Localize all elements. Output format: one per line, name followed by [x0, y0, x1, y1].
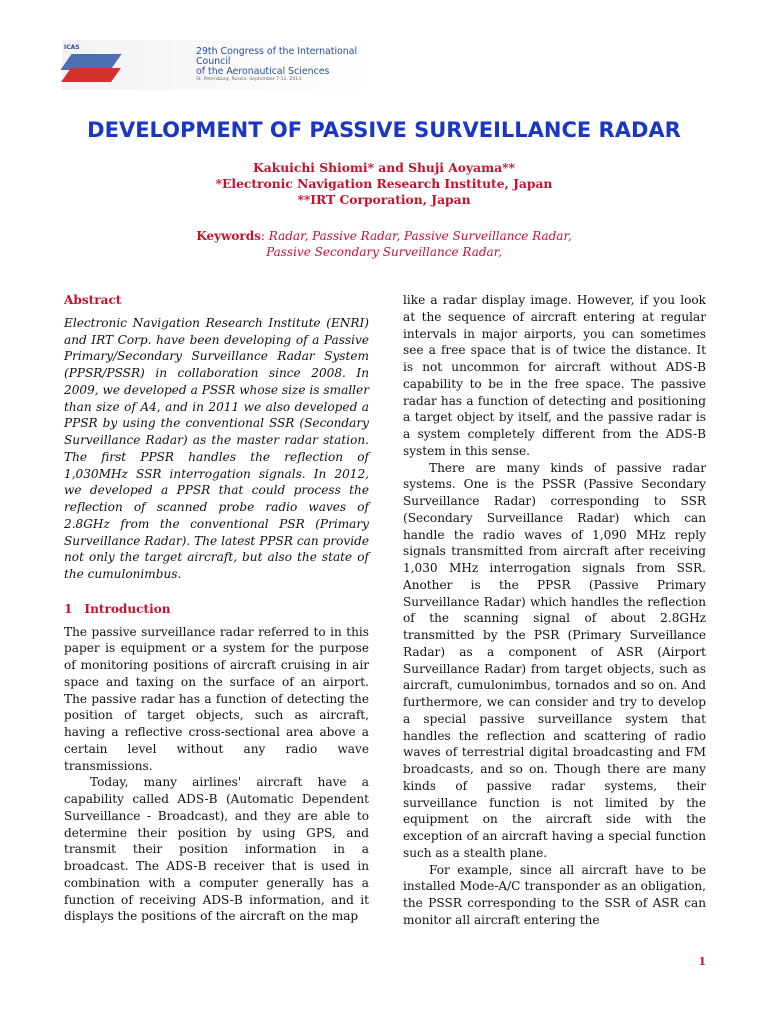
section-heading-introduction: [64, 601, 369, 618]
logo-line3: St. Petersburg, Russia; September 7-12, 2014: [196, 77, 302, 83]
abstract-text: Electronic Navigation Research Institute (ENRI) and IRT Corp. have been developing of a Passive Primary/Secondary Surveillance Radar System (PPSR/PSSR) in collaboration since 2008. In 2009, we developed a PSSR whose size is smaller than size of A4, and in 2011 we also developed a PPSR by using the conventional SSR (Secondary Surveillance Radar) as the master radar station. The first PPSR handles the reflection of 1,030MHz SSR interrogation signals. In 2012, we developed a PPSR that could process the reflection of scanned probe radio waves of 2.8GHz from the conventional PSR (Primary Surveillance Radar). The latest PPSR can provide not only the target aircraft, but also the state of the cumulonimbus.: [64, 315, 369, 581]
keywords-label: Keywords: [196, 229, 261, 243]
right-paragraph-1: like a radar display image. However, if you look at the sequence of aircraft entering at regular intervals in major airports, you can sometimes see a free space that is of twice the distance. It is not uncommon for aircraft without ADS-B capability to be in the free space. The passive radar has a function of detecting and positioning a target object by itself, and the passive radar is a system completely different from the ADS-B system in this sense.: [403, 293, 706, 458]
logo-line2: of the Aeronautical Sciences: [196, 65, 330, 77]
author-names: Kakuichi Shiomi* and Shuji Aoyama**: [253, 160, 515, 175]
abstract-heading: Abstract: [64, 293, 122, 307]
intro-paragraph-1: The passive surveillance radar referred to in this paper is equipment or a system for the purpose of monitoring positions of aircraft cruising in air space and taxing on the surface of an airport. The passive radar has a function of detecting the position of target objects, such as aircraft, having a reflective cross-sectional area above a certain level without any radio wave transmissions.: [64, 624, 369, 773]
authors-block: [0, 160, 768, 208]
intro-paragraph-2: Today, many airlines' aircraft have a capability called ADS-B (Automatic Dependent Surveillance - Broadcast), and they are able to determine their position by using GPS, and transmit their position information in a broadcast. The ADS-B receiver that is used in combination with a computer generally has a function of receiving ADS-B information, and it displays the positions of the aircraft on the map: [64, 775, 369, 924]
conference-logo: [62, 40, 372, 90]
logo-text: [196, 47, 372, 83]
right-column: [403, 292, 706, 929]
logo-line1: 29th Congress of the International Council: [196, 45, 358, 67]
logo-red-wing: [61, 68, 121, 82]
section-number: 1: [64, 601, 73, 616]
right-paragraph-2: There are many kinds of passive radar systems. One is the PSSR (Passive Secondary Surveillance Radar) corresponding to SSR (Secondary Surveillance Radar) which can handle the radio waves of 1,090 MHz reply signals transmitted from aircraft after receiving 1,030 MHz interrogation signals from SSR. Another is the PPSR (Passive Primary Surveillance Radar) which handles the reflection of the scanning signal of about 2.8GHz transmitted by the PSR (Primary Surveillance Radar) as a component of ASR (Airport Surveillance Radar) from target objects, such as aircraft, cumulonimbus, tornados and so on. And furthermore, we can consider and try to develop a special passive surveillance system that handles the reflection and scattering of radio waves of terrestrial digital broadcasting and FM broadcasts, and so on. Though there are many kinds of passive radar systems, their surveillance function is not limited by the equipment on the aircraft side with the exception of an aircraft having a special function such as a stealth plane.: [403, 460, 706, 860]
page-number: 1: [698, 955, 706, 968]
affiliation-1: *Electronic Navigation Research Institute, Japan: [215, 176, 553, 191]
keywords-line1: Radar, Passive Radar, Passive Surveillance Radar,: [268, 229, 572, 243]
icas-logo-mark: [62, 42, 122, 88]
keywords-block: Keywords: Radar, Passive Radar, Passive Surveillance Radar, Passive Secondary Surveillance Radar,: [0, 228, 768, 260]
left-column: [64, 292, 369, 925]
right-paragraph-3: For example, since all aircraft have to be installed Mode-A/C transponder as an obligation, the PSSR corresponding to the SSR of ASR can monitor all aircraft entering the: [403, 862, 706, 927]
section-title: Introduction: [84, 601, 171, 616]
logo-mark-text: ICAS: [64, 44, 80, 51]
keywords-line2: Passive Secondary Surveillance Radar,: [266, 245, 502, 259]
affiliation-2: **IRT Corporation, Japan: [297, 192, 471, 207]
paper-title: DEVELOPMENT OF PASSIVE SURVEILLANCE RADAR: [87, 118, 681, 142]
